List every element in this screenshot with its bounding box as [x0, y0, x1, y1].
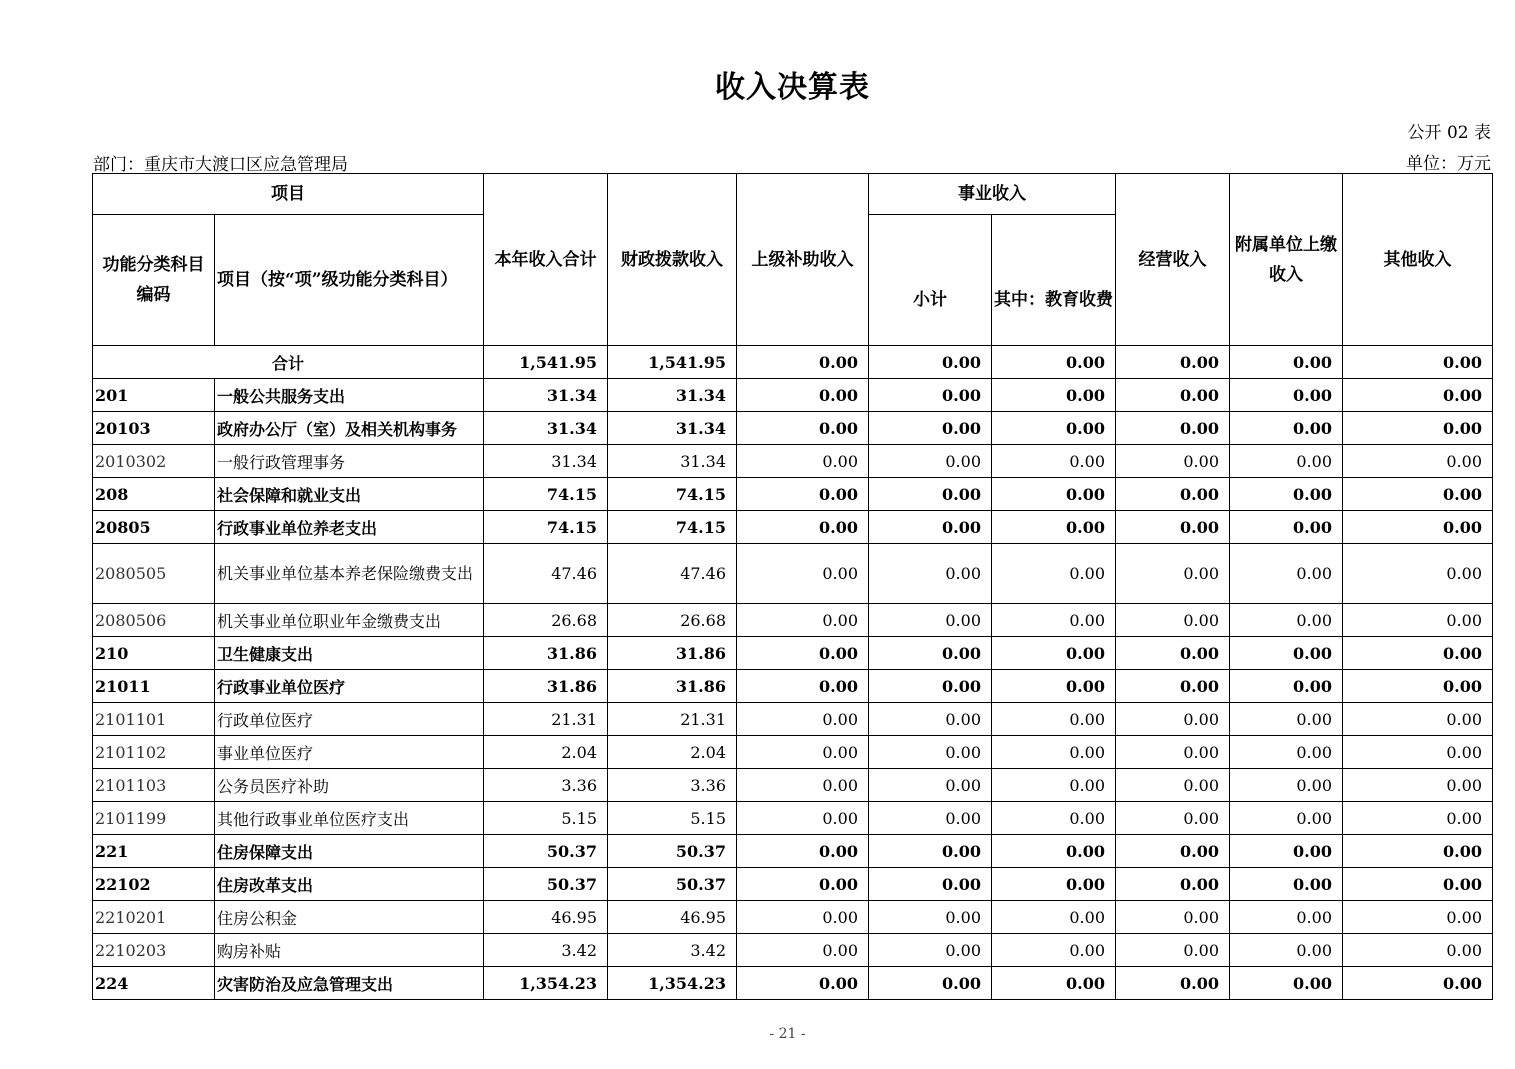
row-value: 0.00 — [869, 901, 992, 934]
table-row — [93, 445, 1493, 478]
row-value: 3.42 — [608, 934, 737, 967]
row-value: 0.00 — [992, 511, 1116, 544]
row-value: 0.00 — [737, 802, 869, 835]
row-value: 0.00 — [869, 868, 992, 901]
row-value: 26.68 — [608, 604, 737, 637]
row-value: 0.00 — [1230, 967, 1343, 1000]
row-value: 0.00 — [1230, 544, 1343, 604]
row-value: 0.00 — [737, 544, 869, 604]
row-value: 0.00 — [1230, 478, 1343, 511]
header-project: 项目 — [93, 174, 484, 215]
table-row — [93, 934, 1493, 967]
row-code: 2101199 — [93, 802, 215, 835]
row-name: 住房改革支出 — [215, 868, 484, 901]
row-value: 0.00 — [737, 868, 869, 901]
row-value: 31.34 — [484, 412, 608, 445]
row-value: 0.00 — [1116, 511, 1230, 544]
row-value: 31.34 — [484, 445, 608, 478]
row-value: 31.86 — [484, 637, 608, 670]
row-name: 一般公共服务支出 — [215, 379, 484, 412]
row-value: 0.00 — [992, 637, 1116, 670]
row-value: 0.00 — [737, 637, 869, 670]
total-label: 合计 — [93, 346, 484, 379]
row-code: 2101101 — [93, 703, 215, 736]
row-code: 224 — [93, 967, 215, 1000]
table-row — [93, 379, 1493, 412]
row-value: 0.00 — [737, 769, 869, 802]
row-code: 20805 — [93, 511, 215, 544]
row-value: 50.37 — [484, 835, 608, 868]
table-row — [93, 412, 1493, 445]
row-value: 0.00 — [1116, 736, 1230, 769]
row-value: 5.15 — [484, 802, 608, 835]
department-label: 部门：重庆市大渡口区应急管理局 — [93, 155, 348, 175]
row-value: 0.00 — [992, 445, 1116, 478]
row-value: 0.00 — [1343, 967, 1493, 1000]
row-value: 0.00 — [1343, 379, 1493, 412]
table-row — [93, 802, 1493, 835]
row-value: 0.00 — [737, 901, 869, 934]
row-value: 0.00 — [992, 802, 1116, 835]
header-name: 项目（按“项”级功能分类科目） — [215, 215, 484, 346]
page-number: - 21 - — [769, 1026, 806, 1042]
row-code: 2080506 — [93, 604, 215, 637]
row-value: 47.46 — [608, 544, 737, 604]
row-value: 0.00 — [1230, 379, 1343, 412]
row-value: 0.00 — [869, 511, 992, 544]
row-value: 0.00 — [737, 703, 869, 736]
row-name: 政府办公厅（室）及相关机构事务 — [215, 412, 484, 445]
header-total: 本年收入合计 — [484, 174, 608, 346]
row-value: 0.00 — [869, 835, 992, 868]
row-value: 0.00 — [992, 670, 1116, 703]
total-value: 0.00 — [1116, 346, 1230, 379]
row-value: 0.00 — [1116, 901, 1230, 934]
row-value: 0.00 — [992, 412, 1116, 445]
row-value: 0.00 — [1343, 868, 1493, 901]
income-table — [92, 173, 1493, 1000]
table-row — [93, 637, 1493, 670]
header-education: 其中：教育收费 — [992, 215, 1116, 346]
row-value: 0.00 — [992, 379, 1116, 412]
row-value: 0.00 — [1230, 412, 1343, 445]
row-value: 0.00 — [737, 967, 869, 1000]
row-value: 0.00 — [737, 511, 869, 544]
row-name: 机关事业单位基本养老保险缴费支出 — [215, 544, 484, 604]
table-row — [93, 670, 1493, 703]
row-value: 0.00 — [1343, 670, 1493, 703]
row-value: 0.00 — [1116, 967, 1230, 1000]
row-value: 0.00 — [1116, 934, 1230, 967]
row-value: 31.86 — [608, 670, 737, 703]
row-value: 47.46 — [484, 544, 608, 604]
row-value: 0.00 — [1116, 379, 1230, 412]
row-value: 0.00 — [737, 835, 869, 868]
row-value: 2.04 — [608, 736, 737, 769]
row-value: 74.15 — [484, 511, 608, 544]
row-value: 0.00 — [737, 670, 869, 703]
row-value: 0.00 — [1230, 802, 1343, 835]
row-value: 0.00 — [992, 544, 1116, 604]
row-value: 0.00 — [1116, 769, 1230, 802]
row-value: 0.00 — [1343, 901, 1493, 934]
row-value: 1,354.23 — [484, 967, 608, 1000]
row-name: 行政事业单位医疗 — [215, 670, 484, 703]
row-value: 2.04 — [484, 736, 608, 769]
row-value: 50.37 — [608, 835, 737, 868]
row-value: 21.31 — [608, 703, 737, 736]
row-value: 0.00 — [1116, 544, 1230, 604]
total-value: 0.00 — [992, 346, 1116, 379]
row-value: 26.68 — [484, 604, 608, 637]
row-name: 购房补贴 — [215, 934, 484, 967]
row-value: 0.00 — [1343, 934, 1493, 967]
row-value: 0.00 — [992, 703, 1116, 736]
row-value: 0.00 — [1230, 511, 1343, 544]
row-value: 0.00 — [992, 967, 1116, 1000]
row-value: 21.31 — [484, 703, 608, 736]
row-value: 0.00 — [1116, 637, 1230, 670]
row-value: 74.15 — [608, 478, 737, 511]
row-code: 2101102 — [93, 736, 215, 769]
row-value: 0.00 — [1116, 478, 1230, 511]
row-value: 31.86 — [484, 670, 608, 703]
table-row — [93, 604, 1493, 637]
row-value: 0.00 — [869, 736, 992, 769]
row-value: 0.00 — [737, 736, 869, 769]
row-value: 0.00 — [869, 445, 992, 478]
row-value: 0.00 — [1116, 604, 1230, 637]
table-body — [93, 346, 1493, 1000]
total-value: 0.00 — [1230, 346, 1343, 379]
row-code: 201 — [93, 379, 215, 412]
row-value: 0.00 — [869, 670, 992, 703]
header-code: 功能分类科目编码 — [93, 215, 215, 346]
row-value: 0.00 — [1116, 445, 1230, 478]
row-value: 0.00 — [992, 934, 1116, 967]
row-value: 0.00 — [1116, 670, 1230, 703]
header-superior: 上级补助收入 — [737, 174, 869, 346]
row-code: 22102 — [93, 868, 215, 901]
row-value: 0.00 — [869, 769, 992, 802]
row-value: 0.00 — [1230, 769, 1343, 802]
row-value: 0.00 — [1230, 637, 1343, 670]
row-code: 210 — [93, 637, 215, 670]
table-row — [93, 544, 1493, 604]
header-affiliated: 附属单位上缴收入 — [1230, 174, 1343, 346]
row-value: 0.00 — [737, 478, 869, 511]
row-code: 2080505 — [93, 544, 215, 604]
row-code: 2010302 — [93, 445, 215, 478]
header-subtotal: 小计 — [869, 215, 992, 346]
row-value: 0.00 — [1343, 544, 1493, 604]
table-row — [93, 736, 1493, 769]
row-value: 3.36 — [608, 769, 737, 802]
row-value: 0.00 — [1230, 934, 1343, 967]
row-code: 2101103 — [93, 769, 215, 802]
row-code: 2210201 — [93, 901, 215, 934]
total-value: 0.00 — [869, 346, 992, 379]
row-value: 0.00 — [992, 769, 1116, 802]
row-value: 0.00 — [992, 835, 1116, 868]
row-value: 0.00 — [737, 379, 869, 412]
table-row — [93, 478, 1493, 511]
row-value: 31.86 — [608, 637, 737, 670]
table-row — [93, 868, 1493, 901]
row-name: 公务员医疗补助 — [215, 769, 484, 802]
row-value: 0.00 — [869, 604, 992, 637]
row-value: 0.00 — [1343, 769, 1493, 802]
row-value: 0.00 — [737, 934, 869, 967]
row-value: 0.00 — [992, 901, 1116, 934]
row-value: 0.00 — [1116, 868, 1230, 901]
row-value: 3.36 — [484, 769, 608, 802]
row-value: 0.00 — [737, 445, 869, 478]
row-value: 31.34 — [484, 379, 608, 412]
row-value: 0.00 — [1116, 802, 1230, 835]
row-value: 74.15 — [484, 478, 608, 511]
header-operating: 经营收入 — [1116, 174, 1230, 346]
row-value: 5.15 — [608, 802, 737, 835]
row-value: 0.00 — [1116, 412, 1230, 445]
row-value: 0.00 — [869, 967, 992, 1000]
row-value: 0.00 — [869, 703, 992, 736]
row-value: 0.00 — [1230, 868, 1343, 901]
row-name: 一般行政管理事务 — [215, 445, 484, 478]
row-value: 0.00 — [1343, 637, 1493, 670]
row-value: 0.00 — [1116, 703, 1230, 736]
table-row — [93, 835, 1493, 868]
form-number: 公开 02 表 — [1407, 123, 1491, 143]
row-value: 0.00 — [1230, 670, 1343, 703]
row-value: 0.00 — [1230, 736, 1343, 769]
table-header — [93, 174, 1493, 346]
row-code: 21011 — [93, 670, 215, 703]
row-value: 0.00 — [1230, 604, 1343, 637]
table-row — [93, 967, 1493, 1000]
row-value: 50.37 — [608, 868, 737, 901]
total-value: 1,541.95 — [608, 346, 737, 379]
total-row — [93, 346, 1493, 379]
row-value: 0.00 — [1343, 835, 1493, 868]
row-name: 灾害防治及应急管理支出 — [215, 967, 484, 1000]
page-title: 收入决算表 — [715, 70, 870, 105]
row-value: 0.00 — [737, 604, 869, 637]
header-business-income: 事业收入 — [869, 174, 1116, 215]
row-code: 2210203 — [93, 934, 215, 967]
row-value: 0.00 — [869, 544, 992, 604]
row-name: 其他行政事业单位医疗支出 — [215, 802, 484, 835]
total-value: 1,541.95 — [484, 346, 608, 379]
row-value: 0.00 — [992, 868, 1116, 901]
table-row — [93, 703, 1493, 736]
row-value: 0.00 — [1116, 835, 1230, 868]
row-value: 31.34 — [608, 379, 737, 412]
row-value: 0.00 — [1343, 802, 1493, 835]
table-row — [93, 901, 1493, 934]
total-value: 0.00 — [1343, 346, 1493, 379]
row-value: 46.95 — [484, 901, 608, 934]
row-value: 0.00 — [869, 802, 992, 835]
row-name: 住房保障支出 — [215, 835, 484, 868]
row-value: 0.00 — [992, 604, 1116, 637]
row-value: 0.00 — [869, 478, 992, 511]
row-code: 208 — [93, 478, 215, 511]
row-value: 50.37 — [484, 868, 608, 901]
row-name: 住房公积金 — [215, 901, 484, 934]
row-value: 0.00 — [1343, 604, 1493, 637]
row-value: 46.95 — [608, 901, 737, 934]
row-value: 0.00 — [1343, 445, 1493, 478]
row-value: 0.00 — [869, 637, 992, 670]
row-value: 0.00 — [1230, 445, 1343, 478]
row-name: 社会保障和就业支出 — [215, 478, 484, 511]
row-code: 20103 — [93, 412, 215, 445]
row-value: 0.00 — [869, 412, 992, 445]
row-value: 0.00 — [1230, 703, 1343, 736]
row-value: 0.00 — [1343, 511, 1493, 544]
row-value: 74.15 — [608, 511, 737, 544]
row-value: 0.00 — [1343, 478, 1493, 511]
row-value: 0.00 — [992, 478, 1116, 511]
row-value: 0.00 — [1230, 835, 1343, 868]
row-value: 0.00 — [1343, 703, 1493, 736]
row-name: 机关事业单位职业年金缴费支出 — [215, 604, 484, 637]
row-value: 0.00 — [1230, 901, 1343, 934]
row-value: 0.00 — [869, 934, 992, 967]
row-value: 0.00 — [737, 412, 869, 445]
header-other: 其他收入 — [1343, 174, 1493, 346]
table-row — [93, 511, 1493, 544]
row-value: 0.00 — [1343, 412, 1493, 445]
row-value: 3.42 — [484, 934, 608, 967]
header-fiscal: 财政拨款收入 — [608, 174, 737, 346]
row-name: 卫生健康支出 — [215, 637, 484, 670]
row-name: 行政事业单位养老支出 — [215, 511, 484, 544]
total-value: 0.00 — [737, 346, 869, 379]
row-value: 0.00 — [1343, 736, 1493, 769]
row-value: 0.00 — [869, 379, 992, 412]
row-value: 0.00 — [992, 736, 1116, 769]
table-row — [93, 769, 1493, 802]
row-value: 1,354.23 — [608, 967, 737, 1000]
row-value: 31.34 — [608, 445, 737, 478]
row-name: 事业单位医疗 — [215, 736, 484, 769]
row-value: 31.34 — [608, 412, 737, 445]
row-name: 行政单位医疗 — [215, 703, 484, 736]
unit-label: 单位：万元 — [1406, 154, 1491, 174]
row-code: 221 — [93, 835, 215, 868]
